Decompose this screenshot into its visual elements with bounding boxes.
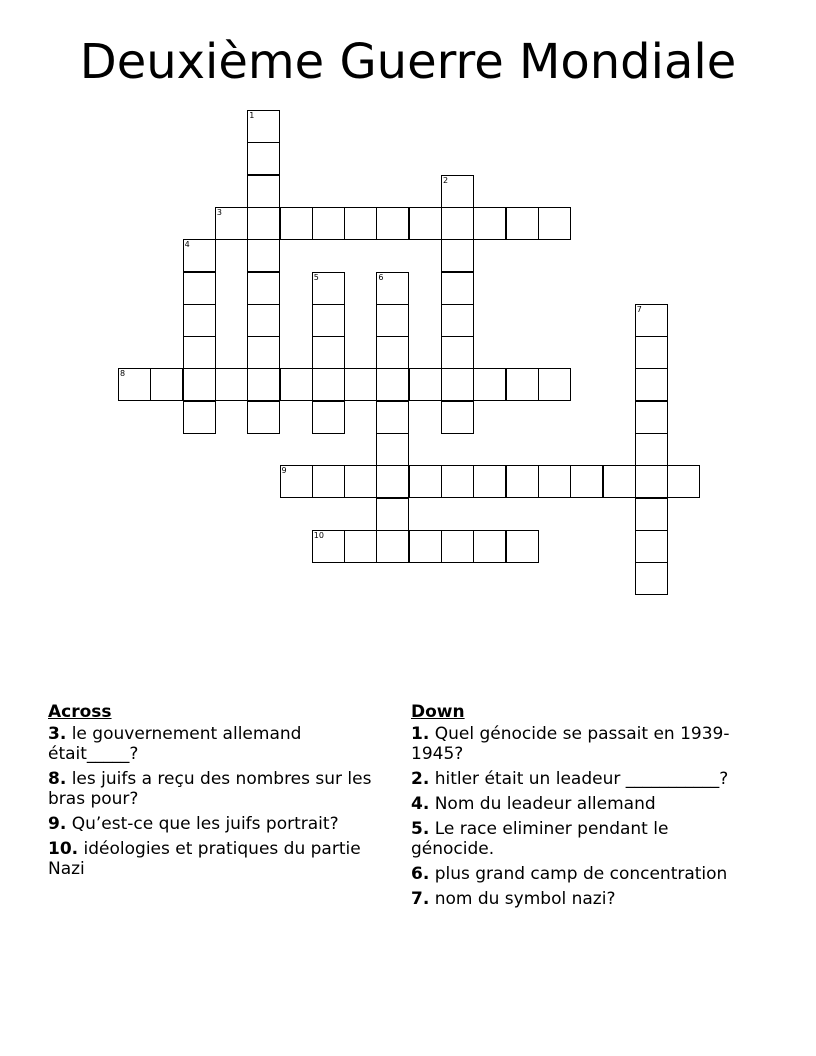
- crossword-cell[interactable]: [247, 304, 280, 337]
- clue-number: 8.: [48, 769, 67, 789]
- clue-number: 6.: [411, 864, 430, 884]
- crossword-cell[interactable]: [441, 239, 474, 272]
- crossword-cell[interactable]: [183, 304, 216, 337]
- crossword-cell[interactable]: [667, 465, 700, 498]
- clue-text: hitler était un leadeur ___________?: [434, 769, 729, 789]
- crossword-cell[interactable]: [376, 207, 409, 240]
- crossword-cell[interactable]: [409, 368, 442, 401]
- across-clues: [48, 702, 388, 884]
- across-heading: Across: [48, 702, 112, 722]
- crossword-cell[interactable]: [247, 142, 280, 175]
- crossword-cell[interactable]: [247, 272, 280, 305]
- crossword-cell[interactable]: [312, 368, 345, 401]
- crossword-cell[interactable]: [344, 465, 377, 498]
- crossword-cell[interactable]: [506, 207, 539, 240]
- crossword-cell[interactable]: [376, 433, 409, 466]
- crossword-cell[interactable]: [570, 465, 603, 498]
- down-clue-4: [411, 794, 751, 814]
- crossword-cell[interactable]: [635, 336, 668, 369]
- crossword-cell[interactable]: [409, 530, 442, 563]
- crossword-cell[interactable]: [344, 207, 377, 240]
- crossword-cell[interactable]: [215, 207, 248, 240]
- clue-number-label: 5: [313, 272, 319, 282]
- crossword-cell[interactable]: [538, 465, 571, 498]
- crossword-cell[interactable]: [635, 465, 668, 498]
- crossword-cell[interactable]: [312, 401, 345, 434]
- crossword-cell[interactable]: [280, 368, 313, 401]
- crossword-cell[interactable]: [409, 207, 442, 240]
- clue-number: 5.: [411, 819, 430, 839]
- clue-text: nom du symbol nazi?: [434, 889, 616, 909]
- crossword-cell[interactable]: [312, 530, 345, 563]
- crossword-cell[interactable]: [344, 530, 377, 563]
- down-clue-2: [411, 769, 751, 789]
- crossword-cell[interactable]: [183, 401, 216, 434]
- crossword-cell[interactable]: [247, 368, 280, 401]
- clue-number-label: 2: [443, 175, 449, 185]
- clue-number-label: 10: [313, 530, 324, 540]
- crossword-cell[interactable]: [247, 336, 280, 369]
- crossword-cell[interactable]: [312, 272, 345, 305]
- crossword-cell[interactable]: [473, 207, 506, 240]
- crossword-cell[interactable]: [635, 401, 668, 434]
- clue-text: le gouvernement allemand était_____?: [48, 724, 302, 764]
- crossword-cell[interactable]: [506, 465, 539, 498]
- crossword-cell[interactable]: [635, 530, 668, 563]
- clue-text: Nom du leadeur allemand: [434, 794, 656, 814]
- crossword-cell[interactable]: [473, 465, 506, 498]
- crossword-cell[interactable]: [441, 530, 474, 563]
- crossword-cell[interactable]: [183, 368, 216, 401]
- across-clue-8: [48, 769, 388, 809]
- crossword-cell[interactable]: [441, 401, 474, 434]
- crossword-cell[interactable]: [441, 272, 474, 305]
- clue-number-label: 6: [378, 272, 384, 282]
- crossword-cell[interactable]: [635, 562, 668, 595]
- crossword-cell[interactable]: [473, 368, 506, 401]
- crossword-cell[interactable]: [312, 336, 345, 369]
- crossword-cell[interactable]: [441, 368, 474, 401]
- crossword-cell[interactable]: [441, 207, 474, 240]
- clue-number-label: 3: [216, 207, 222, 217]
- crossword-cell[interactable]: [441, 304, 474, 337]
- clue-number-label: 4: [184, 240, 190, 250]
- clue-number: 2.: [411, 769, 430, 789]
- across-clue-10: [48, 839, 388, 879]
- crossword-cell[interactable]: [280, 465, 313, 498]
- crossword-cell[interactable]: [603, 465, 636, 498]
- crossword-cell[interactable]: [441, 336, 474, 369]
- crossword-cell[interactable]: [183, 336, 216, 369]
- clue-number: 10.: [48, 839, 79, 859]
- crossword-cell[interactable]: [118, 368, 151, 401]
- crossword-cell[interactable]: [441, 465, 474, 498]
- crossword-cell[interactable]: [183, 272, 216, 305]
- crossword-cell[interactable]: [247, 401, 280, 434]
- crossword-cell[interactable]: [635, 304, 668, 337]
- clue-number: 1.: [411, 724, 430, 744]
- crossword-cell[interactable]: [247, 175, 280, 208]
- crossword-cell[interactable]: [247, 239, 280, 272]
- clue-text: Quel génocide se passait en 1939-1945?: [411, 724, 730, 764]
- clue-number-label: 9: [281, 466, 287, 476]
- crossword-cell[interactable]: [635, 433, 668, 466]
- clue-text: Le race eliminer pendant le génocide.: [411, 819, 669, 859]
- crossword-cell[interactable]: [280, 207, 313, 240]
- clue-number: 9.: [48, 814, 67, 834]
- down-clue-5: [411, 819, 751, 859]
- clue-number: 3.: [48, 724, 67, 744]
- crossword-cell[interactable]: [376, 304, 409, 337]
- crossword-cell[interactable]: [506, 530, 539, 563]
- across-clue-9: [48, 814, 388, 834]
- crossword-cell[interactable]: [538, 207, 571, 240]
- crossword-cell[interactable]: [376, 530, 409, 563]
- down-clue-6: [411, 864, 751, 884]
- crossword-cell[interactable]: [312, 207, 345, 240]
- crossword-cell[interactable]: [538, 368, 571, 401]
- down-clues: [411, 702, 751, 914]
- crossword-cell[interactable]: [376, 498, 409, 531]
- down-heading: Down: [411, 702, 465, 722]
- clue-number-label: 8: [120, 369, 126, 379]
- crossword-cell[interactable]: [183, 239, 216, 272]
- crossword-cell[interactable]: [473, 530, 506, 563]
- crossword-cell[interactable]: [312, 465, 345, 498]
- clue-text: les juifs a reçu des nombres sur les bras pour?: [48, 769, 372, 809]
- crossword-cell[interactable]: [344, 368, 377, 401]
- crossword-cell[interactable]: [635, 368, 668, 401]
- down-clue-1: [411, 724, 751, 764]
- clue-number-label: 7: [636, 304, 642, 314]
- crossword-cell[interactable]: [376, 368, 409, 401]
- crossword-cell[interactable]: [376, 465, 409, 498]
- across-clue-3: [48, 724, 388, 764]
- crossword-cell[interactable]: [376, 336, 409, 369]
- crossword-cell[interactable]: [312, 304, 345, 337]
- crossword-cell[interactable]: [376, 272, 409, 305]
- clue-number-label: 1: [249, 111, 255, 120]
- crossword-cell[interactable]: [376, 401, 409, 434]
- crossword-cell[interactable]: [150, 368, 183, 401]
- clue-number: 4.: [411, 794, 430, 814]
- clue-text: plus grand camp de concentration: [434, 864, 728, 884]
- crossword-cell[interactable]: [247, 110, 280, 143]
- page-title: Deuxième Guerre Mondiale: [79, 34, 737, 90]
- crossword-cell[interactable]: [506, 368, 539, 401]
- crossword-cell[interactable]: [247, 207, 280, 240]
- crossword-cell[interactable]: [635, 498, 668, 531]
- crossword-cell[interactable]: [409, 465, 442, 498]
- crossword-cell[interactable]: [215, 368, 248, 401]
- down-clue-7: [411, 889, 751, 909]
- clue-number: 7.: [411, 889, 430, 909]
- crossword-cell[interactable]: [441, 175, 474, 208]
- clue-text: idéologies et pratiques du partie Nazi: [48, 839, 361, 879]
- clue-text: Qu’est-ce que les juifs portrait?: [71, 814, 339, 834]
